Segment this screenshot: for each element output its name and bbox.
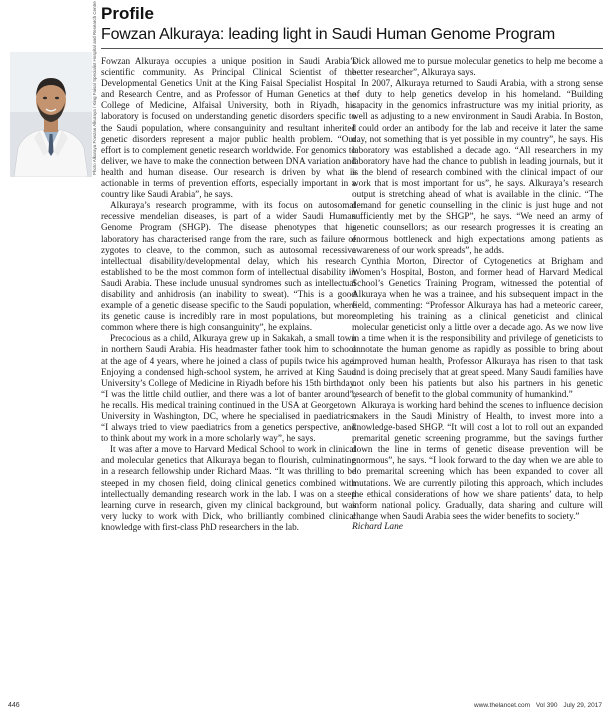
paragraph: In 2007, Alkuraya returned to Saudi Arabia, with a strong sense of duty to help genetics develop in his homeland. “Building capacity in the genomics infrastructure was my initial priority, as well as adjusting to a new environment in Saudi Arabia. In Boston, I could order an antibody for the lab and receive it later the same day, not something that is yet possible in my country”, he says. His laboratory was established a decade ago. “All researchers in my laboratory have had the chance to publish in leading journals, but it is the blend of research combined with the clinical impact of our work that is most important for us”, he says. Alkuraya’s research output is stretching ahead of what is available in the clinic. “The demand for genetic counselling in the clinic is just huge and not sufficiently met by the SHGP”, he says. “We need an army of genetic counsellors; as our research progresses it is creating an enormous bottleneck and high expectations among patients as awareness of our work spreads”, he adds.	[352, 78, 603, 255]
paragraph: Alkuraya is working hard behind the scenes to influence decision makers in the Saudi Ministry of Health, to invest more into a knowledge-based SHGP. “It will cost a lot to roll out an expanded premarital genetic screening programme, but the savings further down the line in terms of genetic disease prevention will be enormous”, he says. “I look forward to the day when we are able to do premarital screening which has been expanded to cover all mutations. We are currently piloting this approach, which includes the ethical considerations of how we share patients’ data, to help inform national policy. Gradually, data sharing and culture will change when Saudi Arabia sees the wider benefits to society.”	[352, 399, 603, 521]
journal-volume: Vol 390	[535, 702, 558, 709]
photo-credit	[92, 1, 100, 175]
headline-rule	[101, 48, 603, 49]
portrait-illustration	[10, 52, 92, 177]
section-label: Profile	[101, 4, 154, 23]
paragraph: Fowzan Alkuraya occupies a unique position in Saudi Arabia’s scientific community. As Principal Clinical Scientist of the Developmental Genetics Unit at the King Faisal Specialist Hospital and Research Centre, and as Professor of Human Genetics at the College of Medicine, Alfaisal University, both in Riyadh, his laboratory is focused on understanding genetic disorders specific to the Saudi population, where consanguinity and resultant inherited genetic disorders represent a major public health problem. “Our effort is to complement genetic research worldwide. For genomics to deliver, we have to make the connection between DNA variation and health and human disease. Our research is driven by what is actionable in terms of prevention efforts, especially important in a country like Saudi Arabia”, he says.	[101, 56, 356, 200]
author-byline: Richard Lane	[352, 521, 403, 532]
paragraph: Cynthia Morton, Director of Cytogenetics at Brigham and Women’s Hospital, Boston, and former head of Harvard Medical School’s Genetics Training Program, witnessed the potential of Alkuraya when he was a trainee, and his subsequent impact in the field, commenting: “Professor Alkuraya has had a meteoric career, completing his training as a clinical geneticist and clinical molecular geneticist only a little over a decade ago. As we now live in a time when it is the responsibility and privilege of geneticists to annotate the human genome as rapidly as possible to bring about improved human health, Professor Alkuraya has risen to that task and is doing precisely that at great speed. Many Saudi families have not only been his patients but also his partners in his genetic research of benefit to the global community of humankind.”	[352, 255, 603, 399]
page-number: 446	[8, 702, 20, 709]
paragraph-continuation: Dick allowed me to pursue molecular genetics to help me become a better researcher”, Alkuraya says.	[352, 56, 603, 78]
journal-site-link[interactable]: www.thelancet.com	[474, 702, 531, 709]
paragraph: It was after a move to Harvard Medical School to work in clinical and molecular genetics that Alkuraya began to flourish, culminating in a research fellowship under Richard Maas. “It was thrilling to be steeped in my chosen field, doing clinical genetics combined with intellectually demanding research work in the lab. I was on a steep learning curve in research, given my clinical background, but was very lucky to work with Dick, who brilliantly combined clinical knowledge with first-class PhD researchers in the lab.	[101, 444, 356, 532]
portrait-photo	[10, 52, 92, 177]
right-column	[352, 56, 603, 533]
article-headline: Fowzan Alkuraya: leading light in Saudi Human Genome Program	[101, 26, 556, 43]
paragraph: Precocious as a child, Alkuraya grew up in Sakakah, a small town in northern Saudi Arabia. His headmaster father took him to school at the age of 4 years, where he joined a class of pupils twice his age. Enjoying a condensed high-school system, he arrived at King Saud University’s College of Medicine in Riyadh before his 15th birthday. “I was the little child outlier, and there was a lot of banter around”, he recalls. His medical training continued in the USA at Georgetown University in Washington, DC, where he specialised in paediatrics. “I always tried to view paediatrics from a genetics perspective, and to think about my work in a more scholarly way”, he says.	[101, 333, 356, 444]
issue-date: July 29, 2017	[563, 702, 602, 709]
journal-footer	[470, 702, 602, 709]
paragraph: Alkuraya’s research programme, with its focus on autosomal recessive mendelian diseases, is part of a wider Saudi Human Genome Program (SHGP). The disease phenotypes that his laboratory has characterised range from the rare, such as failure of zygotes to cleave, to the common, such as autosomal recessive intellectual disability/developmental delay, which his research established to be the most common form of intellectual disability in Saudi Arabia. These include unusual syndromes such as intellectual disability and anhidrosis (an inability to sweat). “This is a good example of a genetic disease specific to the Saudi population, where its genetic cause is incredibly rare in most populations, but more common where there is high consanguinity”, he explains.	[101, 200, 356, 333]
left-column	[101, 56, 356, 533]
photo-credit-text: Photo Alkuraya Fowzan Alkuraya / King Faisal Specialist Hospital and Research Centre	[92, 1, 97, 175]
